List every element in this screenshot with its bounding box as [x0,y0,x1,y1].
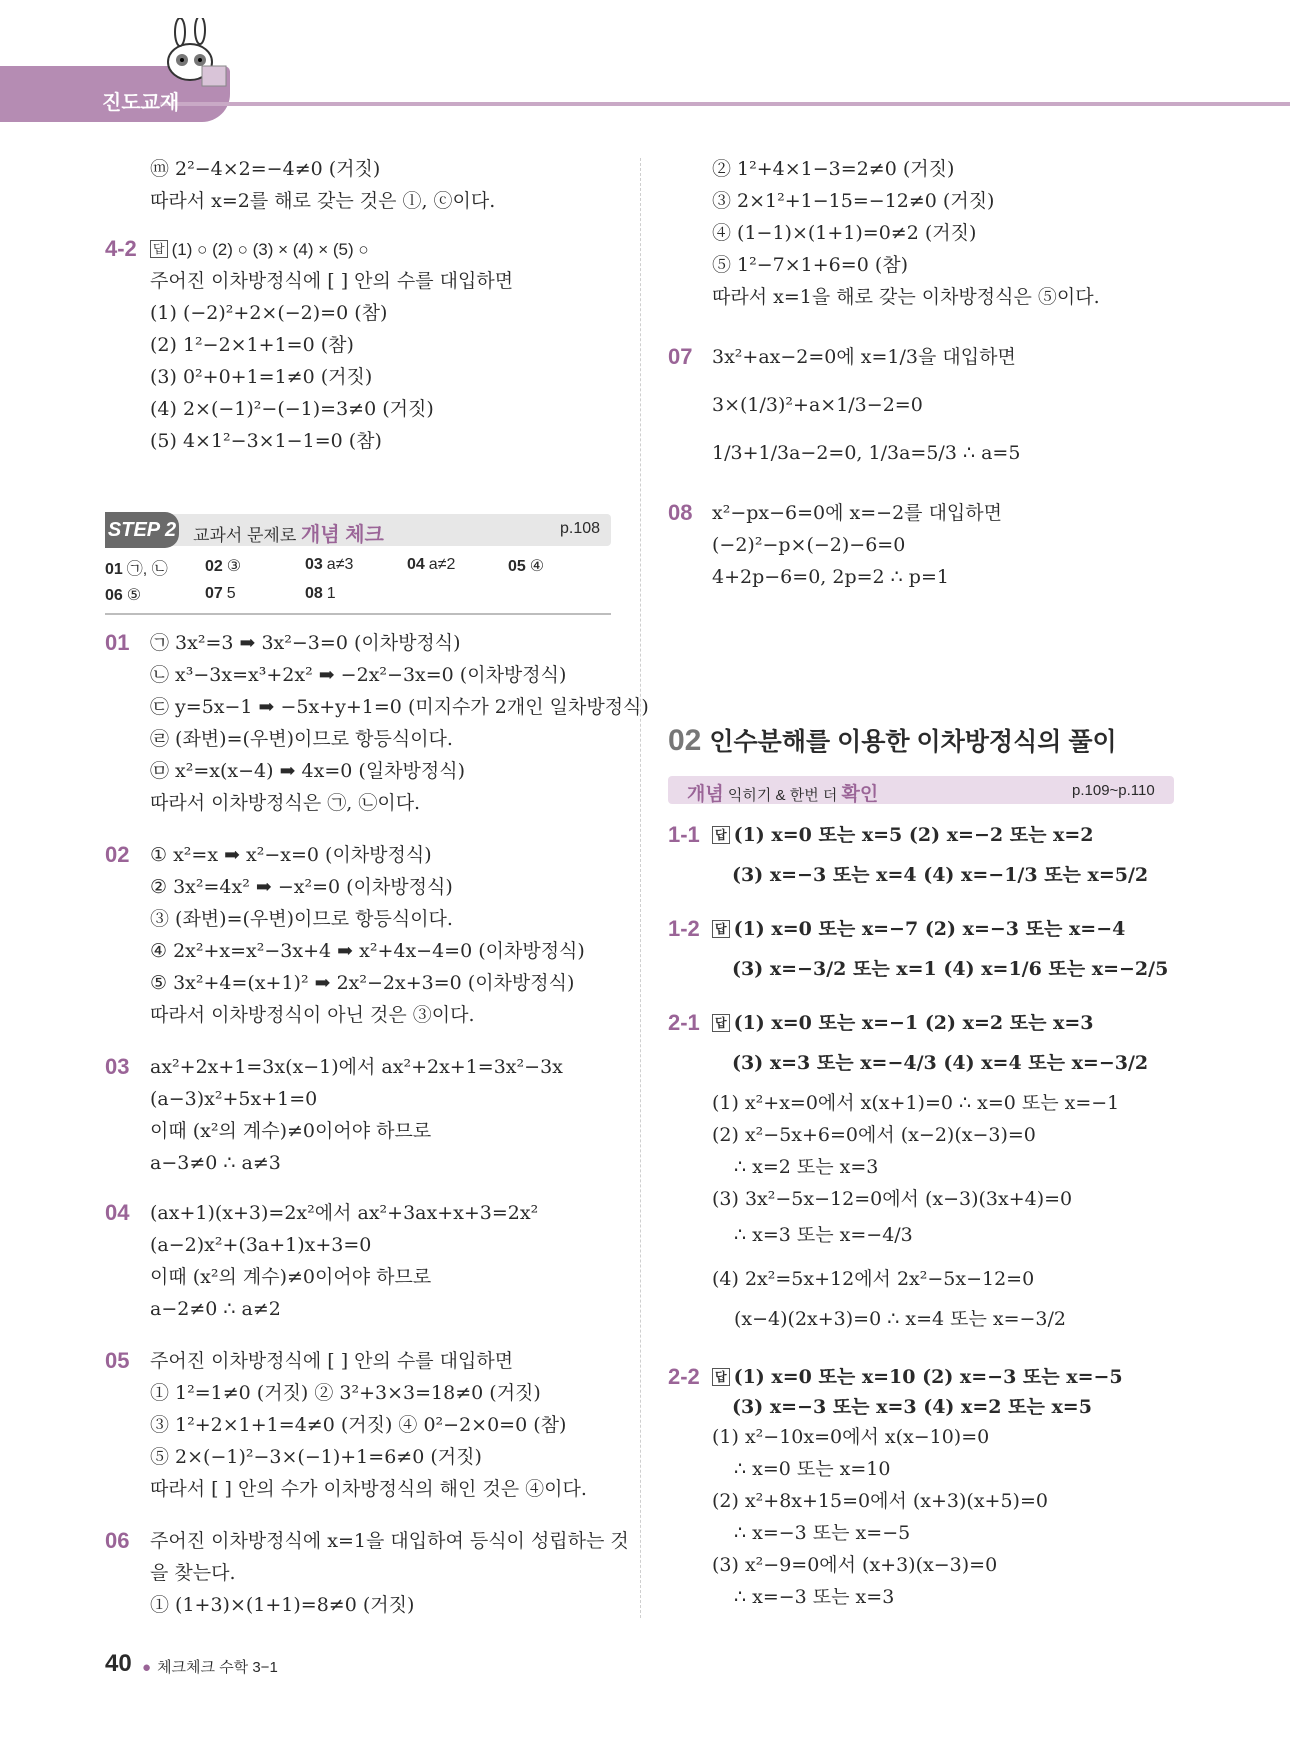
step2-label-prefix: 교과서 문제로 [193,526,297,545]
right-line: 1/3+1/3a−2=0, 1/3a=5/3 ∴ a=5 [712,442,1021,464]
left-line: ③ (좌변)=(우변)이므로 항등식이다. [150,908,453,930]
left-line: ㉡ x³−3x=x³+2x² ➡ −2x²−3x=0 (이차방정식) [150,664,567,686]
quick-answer: 08 1 [305,585,336,602]
quick-answer: 04 a≠2 [407,556,456,573]
right-line: (4) 2x²=5x+12에서 2x²−5x−12=0 [712,1268,1035,1290]
problem-number: 1-2 [668,916,700,941]
right-line: (1) x²−10x=0에서 x(x−10)=0 [712,1426,990,1448]
left-line: ㉤ x²=x(x−4) ➡ 4x=0 (일차방정식) [150,760,466,782]
bullet-icon: ● [142,1659,152,1676]
right-line: ⑤ 1²−7×1+6=0 (참) [712,254,908,276]
quick-answer: 02 ③ [205,558,242,575]
answer-line: (3) x=−3 또는 x=3 (4) x=2 또는 x=5 [732,1396,1092,1418]
problem-number: 1-1 [668,822,700,847]
left-line: ③ 1²+2×1+1=4≠0 (거짓) ④ 0²−2×0=0 (참) [150,1414,567,1436]
answer-line: 답 (1) x=0 또는 x=−1 (2) x=2 또는 x=3 [712,1010,1094,1036]
answer-values: (1) ○ (2) ○ (3) × (4) × (5) ○ [171,240,369,259]
left-line: 을 찾는다. [150,1562,236,1584]
answer-line: 답 (1) x=0 또는 x=10 (2) x=−3 또는 x=−5 [712,1364,1123,1390]
answer-line: (3) x=3 또는 x=−4/3 (4) x=4 또는 x=−3/2 [732,1052,1149,1074]
right-line: 4+2p−6=0, 2p=2 ∴ p=1 [712,566,949,588]
quick-answer: 07 5 [205,585,236,602]
left-line: a−3≠0 ∴ a≠3 [150,1152,281,1174]
right-line: ② 1²+4×1−3=2≠0 (거짓) [712,158,955,180]
problem-number: 06 [105,1528,130,1553]
answer-badge: 답 [150,240,168,258]
left-line: (a−2)x²+(3a+1)x+3=0 [150,1234,372,1256]
right-line: ∴ x=−3 또는 x=3 [734,1586,895,1608]
right-line: (2) x²+8x+15=0에서 (x+3)(x+5)=0 [712,1490,1048,1512]
concept-label [687,779,878,806]
right-line: ∴ x=2 또는 x=3 [734,1156,879,1178]
left-line: (ax+1)(x+3)=2x²에서 ax²+3ax+x+3=2x² [150,1202,539,1224]
page-number: 40 [105,1650,132,1677]
problem-number: 4-2 [105,236,137,261]
concept-prefix: 개념 [687,784,724,805]
right-line: ③ 2×1²+1−15=−12≠0 (거짓) [712,190,995,212]
header-title: 진도교재 [102,92,180,114]
problem-number: 2-1 [668,1010,700,1035]
right-line: ∴ x=3 또는 x=−4/3 [734,1224,913,1246]
header-rule [160,102,1290,106]
right-line: 3x²+ax−2=0에 x=1/3을 대입하면 [712,346,1016,368]
right-line: ④ (1−1)×(1+1)=0≠2 (거짓) [712,222,977,244]
left-line: 이때 (x²의 계수)≠0이어야 하므로 [150,1266,432,1288]
right-line: (3) 3x²−5x−12=0에서 (x−3)(3x+4)=0 [712,1188,1073,1210]
left-line: ④ 2x²+x=x²−3x+4 ➡ x²+4x−4=0 (이차방정식) [150,940,585,962]
left-line: ② 3x²=4x² ➡ −x²=0 (이차방정식) [150,876,453,898]
left-line: 주어진 이차방정식에 x=1을 대입하여 등식이 성립하는 것 [150,1530,629,1552]
section-title [668,722,1117,758]
right-line: 3×(1/3)²+a×1/3−2=0 [712,394,923,416]
concept-accent: 확인 [841,784,879,805]
left-line: a−2≠0 ∴ a≠2 [150,1298,281,1320]
right-line: ∴ x=−3 또는 x=−5 [734,1522,911,1544]
problem-number: 01 [105,630,130,655]
problem-number: 02 [105,842,130,867]
section-title-text: 인수분해를 이용한 이차방정식의 풀이 [709,728,1117,756]
left-line: 따라서 [ ] 안의 수가 이차방정식의 해인 것은 ④이다. [150,1478,587,1500]
right-line: x²−px−6=0에 x=−2를 대입하면 [712,502,1002,524]
problem-number: 05 [105,1348,130,1373]
answer-line: 답 (1) x=0 또는 x=5 (2) x=−2 또는 x=2 [712,822,1094,848]
right-line: (x−4)(2x+3)=0 ∴ x=4 또는 x=−3/2 [734,1308,1067,1330]
problem-number: 07 [668,344,693,369]
right-line: ∴ x=0 또는 x=10 [734,1458,891,1480]
right-line: 따라서 x=1을 해로 갖는 이차방정식은 ⑤이다. [712,286,1100,308]
problem-number: 04 [105,1200,130,1225]
column-divider [640,158,641,1618]
left-line: ① x²=x ➡ x²−x=0 (이차방정식) [150,844,432,866]
answer-line: (3) x=−3 또는 x=4 (4) x=−1/3 또는 x=5/2 [732,864,1149,886]
answer-line: (3) x=−3/2 또는 x=1 (4) x=1/6 또는 x=−2/5 [732,958,1169,980]
right-line: (3) x²−9=0에서 (x+3)(x−3)=0 [712,1554,998,1576]
left-line: (3) 0²+0+1=1≠0 (거짓) [150,366,373,388]
left-line: ax²+2x+1=3x(x−1)에서 ax²+2x+1=3x²−3x [150,1056,563,1078]
left-line: 주어진 이차방정식에 [ ] 안의 수를 대입하면 [150,1350,514,1372]
problem-number: 2-2 [668,1364,700,1389]
problem-number: 08 [668,500,693,525]
quick-answer: 01 ㉠, ㉡ [105,561,168,578]
step2-rule [105,613,611,615]
left-line: (4) 2×(−1)²−(−1)=3≠0 (거짓) [150,398,434,420]
quick-answer: 05 ④ [508,558,545,575]
left-line: (2) 1²−2×1+1=0 (참) [150,334,354,356]
step2-label [193,518,384,547]
left-line: 따라서 이차방정식이 아닌 것은 ③이다. [150,1004,475,1026]
left-line: 주어진 이차방정식에 [ ] 안의 수를 대입하면 [150,270,514,292]
quick-answer: 06 ⑤ [105,587,142,604]
left-line: ⑤ 3x²+4=(x+1)² ➡ 2x²−2x+3=0 (이차방정식) [150,972,575,994]
left-line: 따라서 이차방정식은 ㉠, ㉡이다. [150,792,421,814]
left-line: ① 1²=1≠0 (거짓) ② 3²+3×3=18≠0 (거짓) [150,1382,541,1404]
left-line: ㉠ 3x²=3 ➡ 3x²−3=0 (이차방정식) [150,632,461,654]
book-title: ● 체크체크 수학 3−1 [142,1659,278,1676]
quick-answer: 03 a≠3 [305,556,354,573]
answer-line: 답 (1) x=0 또는 x=−7 (2) x=−3 또는 x=−4 [712,916,1125,942]
left-line: (1) (−2)²+2×(−2)=0 (참) [150,302,388,324]
concept-mid: 익히기 & 한번 더 [727,787,838,804]
left-line: (a−3)x²+5x+1=0 [150,1088,318,1110]
right-line: (2) x²−5x+6=0에서 (x−2)(x−3)=0 [712,1124,1036,1146]
left-line: (5) 4×1²−3×1−1=0 (참) [150,430,382,452]
problem-number: 03 [105,1054,130,1079]
step2-label-accent: 개념 체크 [301,524,384,546]
left-line: 이때 (x²의 계수)≠0이어야 하므로 [150,1120,432,1142]
step2-tag: STEP 2 [105,512,179,548]
answer-line-4-2 [150,236,369,263]
section-number: 02 [668,724,702,757]
left-line: 따라서 x=2를 해로 갖는 것은 ⓛ, ⓒ이다. [150,190,496,212]
right-line: (−2)²−p×(−2)−6=0 [712,534,906,556]
left-line: ⓜ 2²−4×2=−4≠0 (거짓) [150,158,381,180]
left-line: ⑤ 2×(−1)²−3×(−1)+1=6≠0 (거짓) [150,1446,482,1468]
left-line: ㉢ y=5x−1 ➡ −5x+y+1=0 (미지수가 2개인 일차방정식) [150,696,649,718]
left-line: ㉣ (좌변)=(우변)이므로 항등식이다. [150,728,453,750]
rabbit-mascot-icon [150,18,230,88]
left-line: ① (1+3)×(1+1)=8≠0 (거짓) [150,1594,415,1616]
step2-page: p.108 [560,520,601,537]
concept-page: p.109~p.110 [1072,782,1155,799]
right-line: (1) x²+x=0에서 x(x+1)=0 ∴ x=0 또는 x=−1 [712,1092,1120,1114]
